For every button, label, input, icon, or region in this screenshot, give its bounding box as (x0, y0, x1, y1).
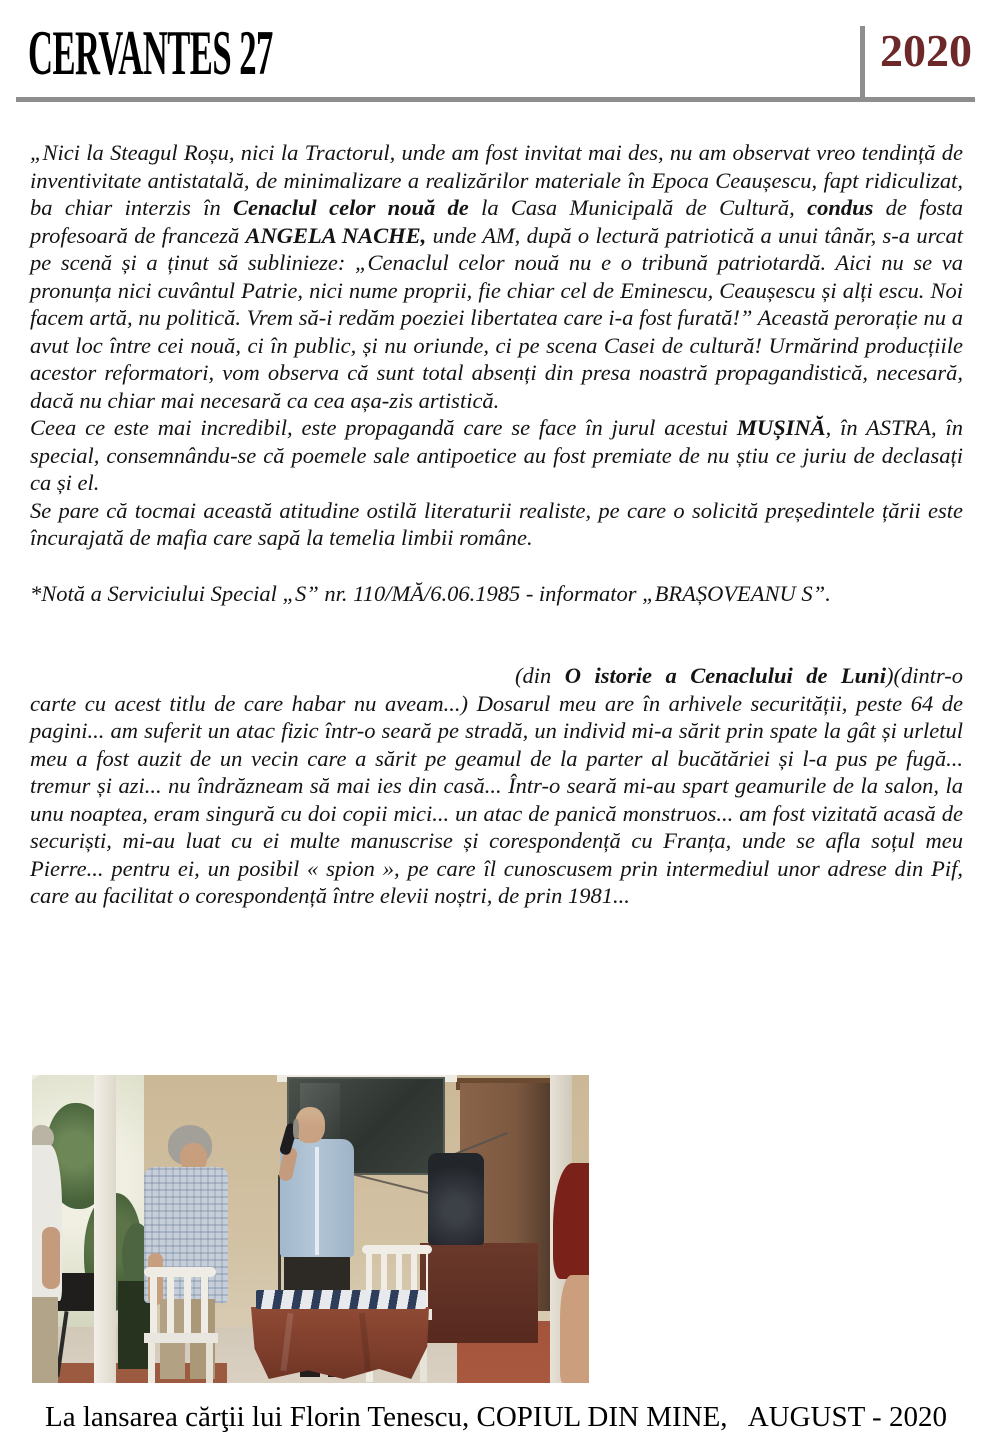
photo-caption: La lansarea cărţii lui Florin Tenescu, COPIUL DIN MINE, AUGUST - 2020 (45, 1401, 947, 1433)
photo-white-chair-left-leg (206, 1343, 213, 1383)
paragraph-2 (30, 414, 963, 497)
photo-white-chair-left-slats (150, 1275, 210, 1337)
event-photo (32, 1075, 589, 1383)
text-run: Ceea ce este mai incredibil, este propagandă care se face în jurul acestui (30, 415, 737, 440)
paragraph-3 (30, 497, 963, 552)
header-rule (16, 97, 975, 102)
text-run: de fosta profesoară de franceză (30, 195, 963, 248)
text-run: (din (515, 663, 565, 688)
photo-person-far-left-arm (42, 1227, 60, 1289)
text-run-bold: MUȘINĂ (736, 415, 826, 440)
text-run-bold: condus (807, 195, 874, 220)
text-run: unde AM, după o lectură patriotică a unui tânăr, s-a urcat pe scenă și a ținut să sublinieze: „Cenaclul celor nouă nu e o tribună patriotardă. Aici nu se va pronunța nici cuvântul Patrie, nici nume proprii, fie chiar cel de Eminescu, Ceaușescu și alți escu. Noi facem artă, nu politică. Vrem să-i redăm poeziei libertatea care i-a fost furată!” Această perorație nu a avut loc între cei nouă, ci în public, și nu oriunde, ci pe scena Casei de cultură! Urmărind producțiile acestor reformatori, vom observa că sunt total absenți din presa noastră propagandistică, necesară, dacă nu chiar mai necesară ca cea așa-zis artistică. (30, 222, 963, 413)
photo-loudspeaker (428, 1153, 484, 1245)
text-run-bold: Cenaclul celor nouă de (233, 195, 469, 220)
photo-speaker-man-shirt-placket (315, 1147, 319, 1255)
text-run: la Casa Municipală de Cultură, (468, 195, 808, 220)
text-run: *Notă a Serviciului Special „S” nr. 110/MĂ/6.06.1985 - informator „BRAȘOVEANU S”. (30, 580, 831, 606)
archive-note (30, 580, 963, 608)
magazine-logo: CERVANTES 27 (28, 18, 273, 88)
photo-person-right-red-shirt (553, 1163, 589, 1279)
article-body (30, 139, 963, 910)
photo-speaker-man-hair (293, 1119, 299, 1139)
issue-year: 2020 (880, 25, 972, 76)
photo-person-right-leg (560, 1275, 589, 1383)
text-run: , în ASTRA, în special, consemnându-se că poemele sale antipoetice au fost premiate de nu știu ce juriu de declasați ca și el. (30, 415, 963, 495)
book-title: O istorie a Cenaclului de Luni (564, 663, 886, 688)
photo-book-table-cloth (251, 1307, 429, 1379)
photo-speaker-table (420, 1243, 538, 1343)
photo-white-chair-left-seat (144, 1333, 218, 1343)
photo-speaker-man-head (295, 1107, 325, 1143)
text-run: „Nici la Steagul Roșu, nici la Tractorul, unde am fost invitat mai des, nu am observat vreo tendință de inventivitate antistatală, de minimalizare a realizărilor materiale în Epoca Ceaușescu, fapt ridiculizat, ba chiar interzis în (30, 140, 963, 220)
photo-person-far-left-leg (32, 1297, 58, 1383)
paragraph-1 (30, 139, 963, 414)
text-run-bold: ANGELA NACHE, (245, 222, 427, 248)
photo-white-post-left (94, 1075, 116, 1383)
text-run: Se pare că tocmai această atitudine ostilă literaturii realiste, pe care o solicită președintele țării este încurajată de mafia care sapă la temelia limbii române. (30, 497, 963, 550)
header-vertical-divider (860, 26, 865, 100)
memoir-paragraph (30, 662, 963, 910)
text-run: )(dintr-o carte cu acest titlu de care habar nu aveam...) Dosarul meu are în arhivele securității, peste 64 de pagini... am suferit un atac fizic într-o seară pe stradă, un individ mi-a sărit prin spate la gât și urletul meu a fost auzit de un vecin care a sărit pe geamul de la parter al bucătăriei și l-a pus pe fugă... tremur și azi... nu îndrăzneam să mai ies din casă... Într-o seară mi-au spart geamurile de la salon, la unu noaptea, eram singură cu doi copii mici... un atac de panică monstruos... am fost vizitată acasă de securiști, mi-au luat cu ei multe manuscrise și corespondență cu Franța, unde se afla soțul meu Pierre... pentru ei, un posibil « spion », pe care îl cunoscusem prin intermediul unor adrese din Pif, care au facilitat o corespondență între elevii noștri, de prin 1981... (30, 663, 963, 908)
photo-books-on-table (256, 1290, 426, 1309)
photo-white-chair-left-leg (148, 1343, 155, 1383)
